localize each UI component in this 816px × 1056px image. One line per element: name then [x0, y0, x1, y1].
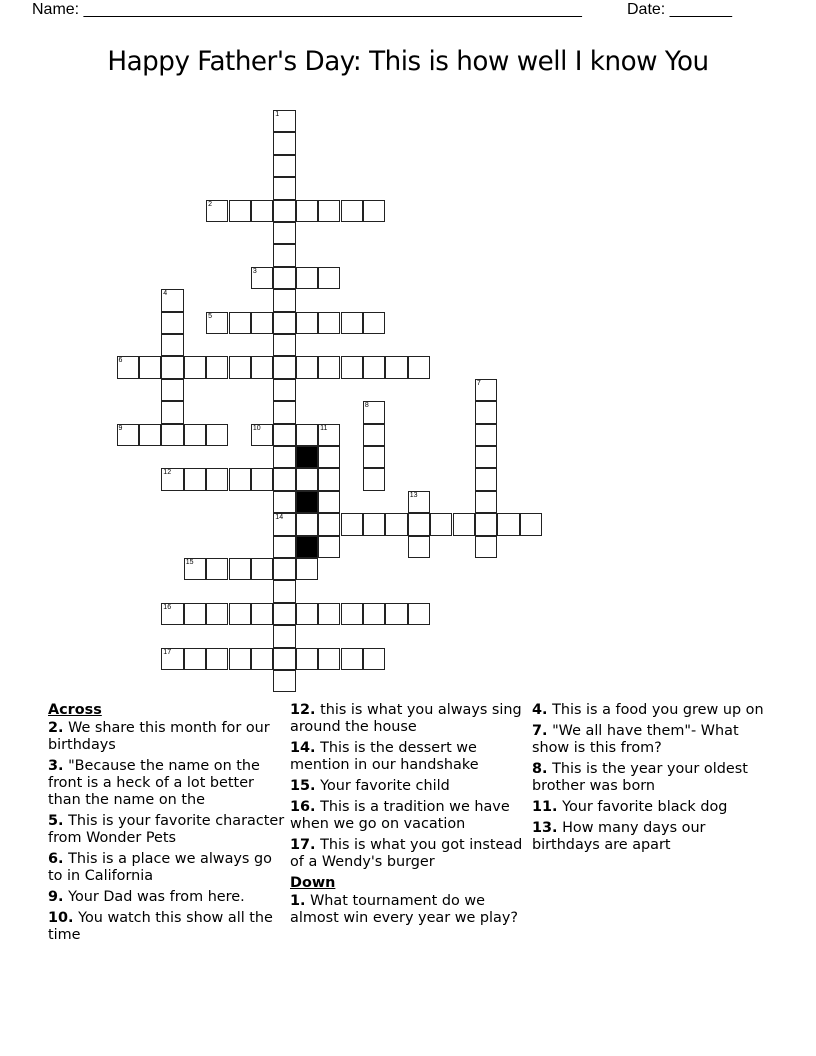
grid-cell[interactable] [206, 468, 228, 490]
grid-cell[interactable] [475, 536, 497, 558]
grid-cell[interactable] [139, 356, 161, 378]
black-cell [296, 491, 318, 513]
grid-cell[interactable] [296, 312, 318, 334]
grid-cell[interactable] [475, 379, 497, 401]
grid-cell[interactable] [318, 312, 340, 334]
grid-cell[interactable] [318, 356, 340, 378]
grid-cell[interactable] [184, 603, 206, 625]
grid-cell[interactable] [229, 648, 251, 670]
grid-cell[interactable] [273, 244, 295, 266]
grid-cell[interactable] [318, 200, 340, 222]
grid-cell[interactable] [341, 513, 363, 535]
grid-cell[interactable] [273, 312, 295, 334]
grid-cell[interactable] [273, 558, 295, 580]
black-cell [296, 536, 318, 558]
grid-cell[interactable] [273, 424, 295, 446]
grid-cell[interactable] [184, 424, 206, 446]
clue-across-6: 6. This is a place we always go to in California [48, 851, 272, 884]
grid-cell[interactable] [341, 312, 363, 334]
grid-cell[interactable] [117, 356, 139, 378]
grid-cell[interactable] [251, 424, 273, 446]
grid-cell[interactable] [251, 200, 273, 222]
grid-cell[interactable] [318, 603, 340, 625]
grid-cell[interactable] [296, 356, 318, 378]
grid-cell[interactable] [229, 312, 251, 334]
grid-cell[interactable] [206, 648, 228, 670]
grid-cell[interactable] [408, 513, 430, 535]
grid-cell[interactable] [229, 200, 251, 222]
grid-cell[interactable] [318, 513, 340, 535]
clue-number: 9 [118, 424, 123, 432]
grid-cell[interactable] [161, 401, 183, 423]
grid-cell[interactable] [385, 356, 407, 378]
grid-cell[interactable] [408, 603, 430, 625]
grid-cell[interactable] [251, 312, 273, 334]
grid-cell[interactable] [341, 356, 363, 378]
grid-cell[interactable] [273, 356, 295, 378]
grid-cell[interactable] [318, 424, 340, 446]
grid-cell[interactable] [363, 200, 385, 222]
grid-cell[interactable] [296, 648, 318, 670]
grid-cell[interactable] [520, 513, 542, 535]
grid-cell[interactable] [273, 648, 295, 670]
grid-cell[interactable] [475, 513, 497, 535]
grid-cell[interactable] [318, 491, 340, 513]
grid-cell[interactable] [497, 513, 519, 535]
grid-cell[interactable] [273, 580, 295, 602]
clue-number: 3 [252, 267, 257, 275]
grid-cell[interactable] [296, 513, 318, 535]
grid-cell[interactable] [273, 491, 295, 513]
grid-cell[interactable] [229, 603, 251, 625]
grid-cell[interactable] [273, 132, 295, 154]
grid-cell[interactable] [296, 267, 318, 289]
grid-cell[interactable] [251, 468, 273, 490]
grid-cell[interactable] [363, 424, 385, 446]
grid-cell[interactable] [296, 200, 318, 222]
grid-cell[interactable] [273, 603, 295, 625]
date-field: Date: _______ [627, 1, 732, 18]
grid-cell[interactable] [363, 468, 385, 490]
clue-number: 16 [163, 603, 172, 611]
clue-across-17: 17. This is what you got instead of a Wendy's burger [290, 837, 523, 870]
clue-number: 6 [118, 357, 123, 365]
grid-cell[interactable] [475, 491, 497, 513]
grid-cell[interactable] [363, 356, 385, 378]
grid-cell[interactable] [273, 334, 295, 356]
grid-cell[interactable] [206, 200, 228, 222]
grid-cell[interactable] [273, 513, 295, 535]
grid-cell[interactable] [341, 648, 363, 670]
grid-cell[interactable] [453, 513, 475, 535]
grid-cell[interactable] [161, 648, 183, 670]
clue-down-11: 11. Your favorite black dog [532, 799, 728, 815]
grid-cell[interactable] [318, 648, 340, 670]
down-heading: Down [290, 875, 336, 891]
grid-cell[interactable] [161, 424, 183, 446]
black-cell [296, 446, 318, 468]
grid-cell[interactable] [206, 603, 228, 625]
clue-down-8: 8. This is the year your oldest brother was born [532, 761, 748, 794]
grid-cell[interactable] [475, 446, 497, 468]
grid-cell[interactable] [273, 200, 295, 222]
grid-cell[interactable] [161, 289, 183, 311]
grid-cell[interactable] [318, 446, 340, 468]
grid-cell[interactable] [206, 558, 228, 580]
grid-cell[interactable] [273, 267, 295, 289]
grid-cell[interactable] [475, 401, 497, 423]
clue-number: 11 [320, 424, 328, 432]
grid-cell[interactable] [273, 401, 295, 423]
grid-cell[interactable] [206, 312, 228, 334]
grid-cell[interactable] [161, 379, 183, 401]
grid-cell[interactable] [184, 468, 206, 490]
clue-across-16: 16. This is a tradition we have when we go on vacation [290, 799, 510, 832]
clue-column-3 [532, 702, 772, 858]
grid-cell[interactable] [273, 625, 295, 647]
grid-cell[interactable] [273, 110, 295, 132]
grid-cell[interactable] [296, 558, 318, 580]
grid-cell[interactable] [408, 491, 430, 513]
grid-cell[interactable] [475, 424, 497, 446]
grid-cell[interactable] [341, 200, 363, 222]
clue-down-7: 7. "We all have them"- What show is this from? [532, 723, 739, 756]
grid-cell[interactable] [229, 558, 251, 580]
grid-cell[interactable] [251, 558, 273, 580]
clue-column-1 [48, 702, 288, 948]
clue-number: 14 [275, 514, 284, 522]
grid-cell[interactable] [363, 513, 385, 535]
across-heading: Across [48, 702, 102, 718]
clue-column-2 [290, 702, 530, 931]
clue-number: 5 [208, 312, 212, 320]
grid-cell[interactable] [363, 603, 385, 625]
grid-cell[interactable] [251, 648, 273, 670]
grid-cell[interactable] [363, 401, 385, 423]
grid-cell[interactable] [430, 513, 452, 535]
grid-cell[interactable] [273, 155, 295, 177]
grid-cell[interactable] [273, 177, 295, 199]
grid-cell[interactable] [296, 468, 318, 490]
clue-number: 15 [185, 559, 194, 566]
grid-cell[interactable] [273, 446, 295, 468]
grid-cell[interactable] [184, 648, 206, 670]
clue-across-3: 3. "Because the name on the front is a heck of a lot better than the name on the [48, 758, 260, 808]
clue-across-10: 10. You watch this show all the time [48, 910, 273, 943]
grid-cell[interactable] [363, 648, 385, 670]
grid-cell[interactable] [161, 356, 183, 378]
clue-across-9: 9. Your Dad was from here. [48, 889, 245, 905]
name-field: Name: ________________________________________________________ [32, 1, 582, 18]
clue-number: 8 [364, 402, 369, 410]
grid-cell[interactable] [273, 468, 295, 490]
clue-across-14: 14. This is the dessert we mention in our handshake [290, 740, 479, 773]
grid-cell[interactable] [117, 424, 139, 446]
grid-cell[interactable] [161, 334, 183, 356]
grid-cell[interactable] [206, 424, 228, 446]
grid-cell[interactable] [273, 536, 295, 558]
grid-cell[interactable] [161, 603, 183, 625]
clue-number: 10 [252, 424, 261, 432]
grid-cell[interactable] [363, 446, 385, 468]
clue-down-4: 4. This is a food you grew up on [532, 702, 764, 718]
grid-cell[interactable] [206, 356, 228, 378]
grid-cell[interactable] [229, 468, 251, 490]
grid-cell[interactable] [475, 468, 497, 490]
grid-cell[interactable] [318, 267, 340, 289]
grid-cell[interactable] [273, 222, 295, 244]
grid-cell[interactable] [273, 379, 295, 401]
clue-number: 7 [476, 379, 481, 387]
grid-cell[interactable] [408, 356, 430, 378]
grid-cell[interactable] [363, 312, 385, 334]
clue-number: 17 [163, 648, 172, 656]
clue-across-2: 2. We share this month for our birthdays [48, 720, 270, 753]
clue-number: 12 [163, 469, 172, 477]
grid-cell[interactable] [251, 603, 273, 625]
clue-number: 1 [275, 111, 280, 118]
grid-cell[interactable] [296, 424, 318, 446]
grid-cell[interactable] [251, 267, 273, 289]
clue-across-5: 5. This is your favorite character from Wonder Pets [48, 813, 285, 846]
grid-cell[interactable] [184, 356, 206, 378]
grid-cell[interactable] [184, 558, 206, 580]
grid-cell[interactable] [318, 536, 340, 558]
grid-cell[interactable] [251, 356, 273, 378]
clue-number: 2 [208, 200, 212, 208]
clue-across-15: 15. Your favorite child [290, 778, 450, 794]
clue-number: 4 [163, 290, 168, 298]
grid-cell[interactable] [341, 603, 363, 625]
grid-cell[interactable] [161, 468, 183, 490]
grid-cell[interactable] [385, 513, 407, 535]
grid-cell[interactable] [296, 603, 318, 625]
grid-cell[interactable] [408, 536, 430, 558]
grid-cell[interactable] [161, 312, 183, 334]
clue-number: 13 [409, 491, 418, 499]
grid-cell[interactable] [318, 468, 340, 490]
grid-cell[interactable] [273, 670, 295, 692]
grid-cell[interactable] [385, 603, 407, 625]
grid-cell[interactable] [229, 356, 251, 378]
clue-across-12: 12. this is what you always sing around the house [290, 702, 522, 735]
grid-cell[interactable] [139, 424, 161, 446]
grid-cell[interactable] [273, 289, 295, 311]
page-title: Happy Father's Day: This is how well I know You [107, 46, 709, 77]
clue-down-13: 13. How many days our birthdays are apart [532, 820, 706, 853]
clue-down-1: 1. What tournament do we almost win every year we play? [290, 893, 519, 926]
